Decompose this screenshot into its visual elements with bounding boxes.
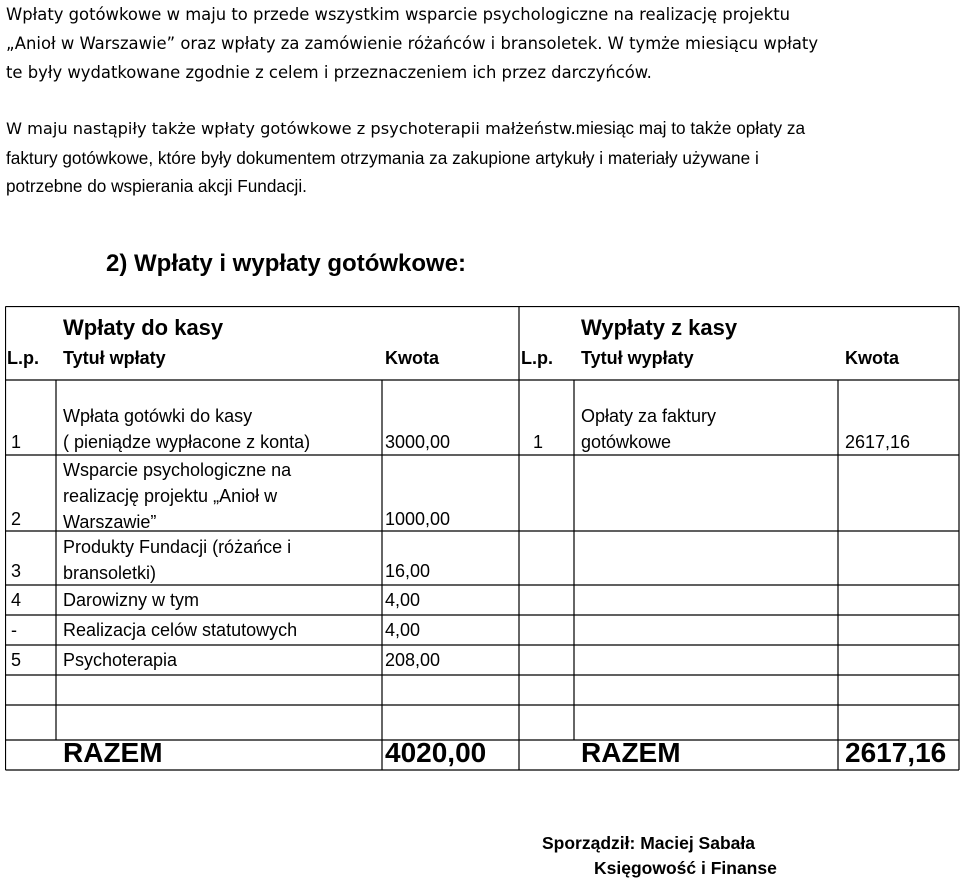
second-paragraph [6, 114, 946, 201]
column-header-lp: L.p. [7, 348, 39, 368]
signature-department: Księgowość i Finanse [594, 858, 777, 878]
column-header-amount: Kwota [385, 348, 439, 368]
income-title-cell [63, 620, 297, 641]
row-lp: 1 [533, 432, 544, 452]
cell-line: Realizacja celów statutowych [63, 620, 298, 640]
income-group-header: Wpłaty do kasy [63, 315, 224, 340]
intro-line: te były wydatkowane zgodnie z celem i przeznaczeniem ich przez darczyńców. [6, 63, 652, 82]
income-amount: 208,00 [385, 650, 441, 670]
paragraph-line [6, 114, 946, 144]
cell-line: Warszawie” [63, 512, 157, 532]
row-lp: 3 [11, 561, 22, 581]
total-income: 4020,00 [385, 737, 487, 768]
income-amount: 4,00 [385, 590, 421, 610]
cell-line: Darowizny w tym [63, 590, 200, 610]
row-lp: - [11, 620, 17, 640]
income-amount: 3000,00 [385, 432, 451, 452]
column-header-expense-title: Tytuł wypłaty [581, 348, 694, 368]
cell-line: realizację projektu „Anioł w [63, 486, 278, 506]
income-amount: 1000,00 [385, 509, 451, 529]
paragraph-text: W maju nastąpiły także wpłaty gotówkowe z psychoterapii małżeństw. [6, 119, 576, 138]
cell-line: Psychoterapia [63, 650, 178, 670]
cell-line: Wsparcie psychologiczne na [63, 460, 292, 480]
income-title-cell [63, 590, 199, 611]
signature-author: Sporządził: Maciej Sabała [542, 833, 755, 853]
row-lp: 1 [11, 432, 22, 452]
total-label-income: RAZEM [63, 737, 163, 768]
cell-line: gotówkowe [581, 432, 672, 452]
paragraph-line: faktury gotówkowe, które były dokumentem otrzymania za zakupione artykuły i materiały używane i [6, 147, 759, 168]
column-header-lp: L.p. [521, 348, 553, 368]
cell-line: Opłaty za faktury [581, 406, 717, 426]
cell-line: Wpłata gotówki do kasy [63, 406, 253, 426]
column-header-income-title: Tytuł wpłaty [63, 348, 166, 368]
section-title: 2) Wpłaty i wypłaty gotówkowe: [106, 250, 467, 277]
income-amount: 4,00 [385, 620, 421, 640]
income-title-cell [63, 650, 177, 671]
intro-line: „Anioł w Warszawie” oraz wpłaty za zamówienie różańców i bransoletek. W tymże miesiącu wpłaty [6, 34, 819, 53]
row-lp: 4 [11, 590, 22, 610]
expense-amount: 2617,16 [845, 432, 911, 452]
cell-line: bransoletki) [63, 563, 157, 583]
row-lp: 2 [11, 509, 22, 529]
income-title-cell [63, 457, 291, 535]
income-amount: 16,00 [385, 561, 431, 581]
expense-title-cell [581, 403, 716, 455]
cell-line: Produkty Fundacji (różańce i [63, 537, 292, 557]
intro-paragraph [6, 0, 946, 87]
column-header-amount: Kwota [845, 348, 899, 368]
cell-line: ( pieniądze wypłacone z konta) [63, 432, 311, 452]
expense-group-header: Wypłaty z kasy [581, 315, 738, 340]
paragraph-line: potrzebne do wspierania akcji Fundacji. [6, 176, 307, 196]
income-title-cell [63, 403, 310, 455]
total-expense: 2617,16 [845, 737, 947, 768]
income-title-cell [63, 534, 291, 586]
cash-table [5, 306, 960, 771]
paragraph-text: miesiąc maj to także opłaty za [575, 118, 806, 138]
total-label-expense: RAZEM [581, 737, 681, 768]
row-lp: 5 [11, 650, 22, 670]
intro-line: Wpłaty gotówkowe w maju to przede wszystkim wsparcie psychologiczne na realizację projektu [6, 5, 791, 24]
